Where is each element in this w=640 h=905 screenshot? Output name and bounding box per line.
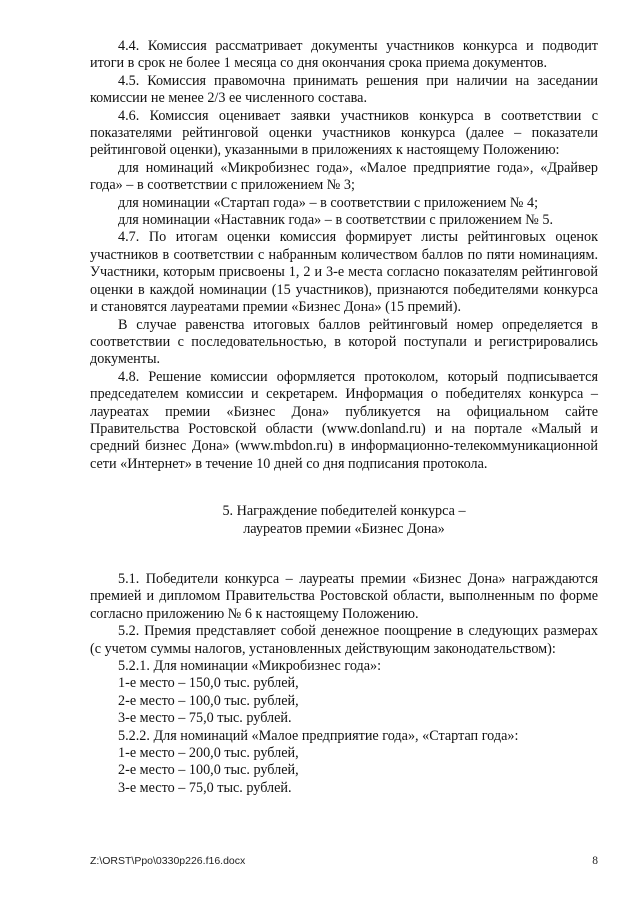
list-item: 2-е место – 100,0 тыс. рублей, [118,692,299,709]
paragraph-4-6-item-a: для номинаций «Микробизнес года», «Малое предприятие года», «Драйвер года» – в соответствии с приложением № 3; [90,159,598,194]
paragraph-4-8: 4.8. Решение комиссии оформляется протоколом, который подписывается председателем комиссии и секретарем. Информация о победителях конкурса – лауреатах премии «Бизнес Дона» публикуется на официальном сайте Правительства Ростовской области (www.donland.ru) и на портале «Малый и средний бизнес Дона» (www.mbdon.ru) в информационно-телекоммуникационной сети «Интернет» в течение 10 дней со дня подписания протокола. [90,368,598,472]
paragraph-5-2: 5.2. Премия представляет собой денежное поощрение в следующих размерах (с учетом суммы налогов, установленных действующим законодательством): [90,623,598,657]
page-footer [90,855,598,867]
list-item: 2-е место – 100,0 тыс. рублей, [118,762,299,779]
paragraph-4-5: 4.5. Комиссия правомочна принимать решения при наличии на заседании комиссии не менее 2/3 ее численного состава. [90,72,598,107]
paragraph-5-2-2: 5.2.2. Для номинаций «Малое предприятие года», «Стартап года»: [118,727,519,744]
paragraph-4-6-item-c: для номинации «Наставник года» – в соответствии с приложением № 5. [118,212,553,229]
list-item: 3-е место – 75,0 тыс. рублей. [118,779,292,796]
page-number: 8 [592,855,598,867]
list-item: 1-е место – 200,0 тыс. рублей, [118,745,299,762]
paragraph-4-7-tie: В случае равенства итоговых баллов рейтинговый номер определяется в соответствии с последовательностью, в которой поступали и регистрировались документы. [90,316,598,368]
paragraph-5-2-1: 5.2.1. Для номинации «Микробизнес года»: [118,658,382,674]
paragraph-4-6-item-b: для номинации «Стартап года» – в соответствии с приложением № 4; [118,194,539,211]
file-path: Z:\ORST\Ppo\0330p226.f16.docx [90,855,246,867]
paragraph-4-4: 4.4. Комиссия рассматривает документы участников конкурса и подводит итоги в срок не более 1 месяца со дня окончания срока приема документов. [90,38,598,72]
paragraph-5-1: 5.1. Победители конкурса – лауреаты премии «Бизнес Дона» награждаются премией и дипломом Правительства Ростовской области, выполненным по форме согласно приложению № 6 к настоящему Положению. [90,570,598,622]
section-title-line-2: лауреатов премии «Бизнес Дона» [243,520,445,537]
list-item: 3-е место – 75,0 тыс. рублей. [118,710,292,727]
paragraph-4-7: 4.7. По итогам оценки комиссия формирует листы рейтинговых оценок участников в соответствии с набранным количеством баллов по пяти номинациям. Участники, которым присвоены 1, 2 и 3-е места согласно показателям рейтинговой оценки в каждой номинации (15 участников), признаются победителями конкурса и становятся лауреатами премии «Бизнес Дона» (15 премий). [90,229,598,316]
section-heading [90,503,598,538]
list-item: 1-е место – 150,0 тыс. рублей, [118,675,299,692]
section-title-line-1: 5. Награждение победителей конкурса – [222,503,466,520]
paragraph-4-6: 4.6. Комиссия оценивает заявки участников конкурса в соответствии с показателями рейтинговой оценки участников конкурса (далее – показатели рейтинговой оценки), указанными в приложениях к настоящему Положению: [90,107,598,159]
